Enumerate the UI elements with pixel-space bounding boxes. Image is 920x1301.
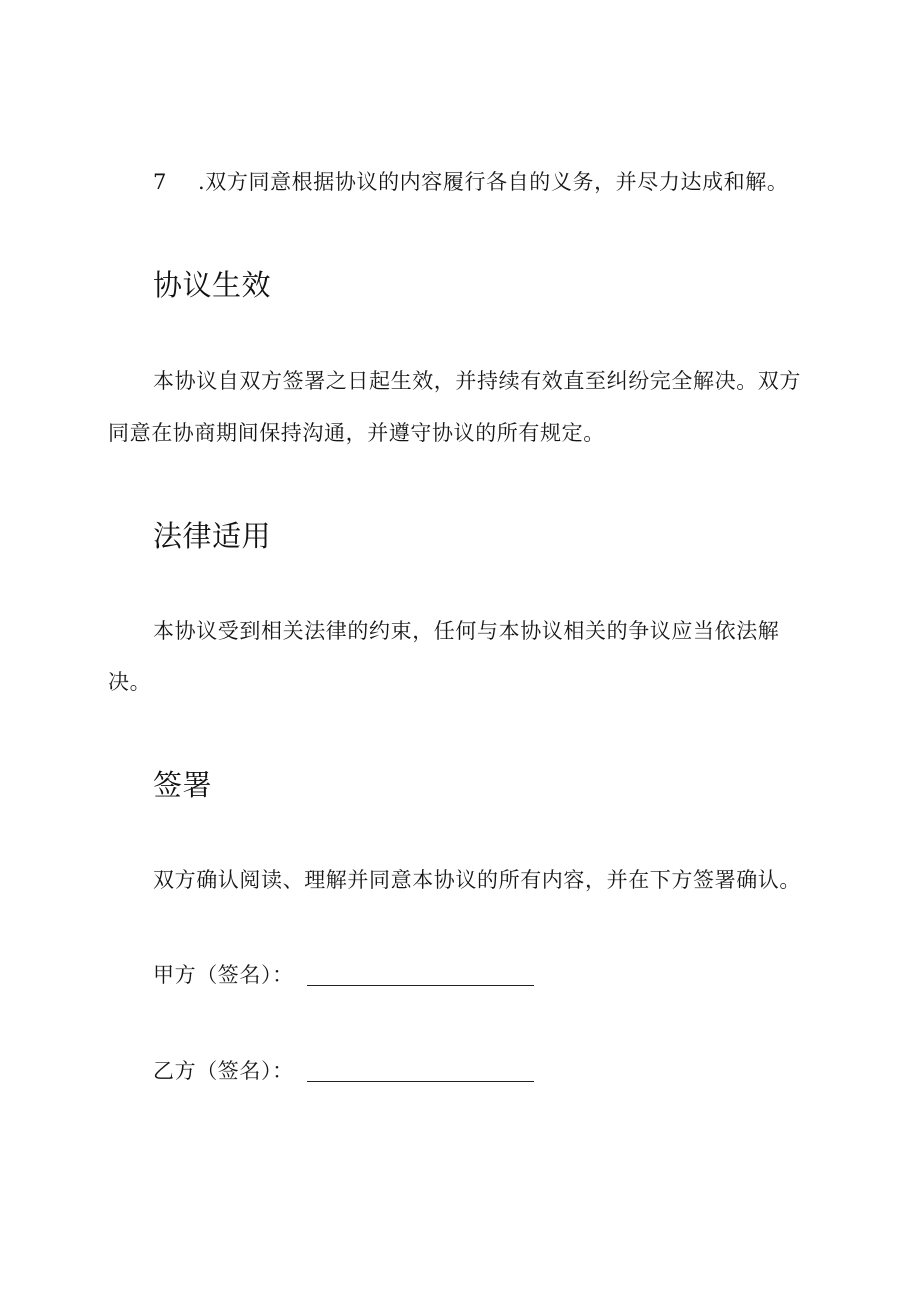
party-a-signature-line[interactable] — [307, 985, 534, 986]
party-a-signature-label: 甲方（签名）： — [153, 963, 294, 987]
effectiveness-paragraph-line-1: 本协议自双方签署之日起生效，并持续有效直至纠纷完全解决。双方 — [153, 369, 801, 393]
clause-7-number: 7 — [153, 170, 167, 194]
heading-effectiveness: 协议生效 — [153, 268, 272, 302]
heading-governing-law: 法律适用 — [153, 519, 272, 553]
governing-law-paragraph-line-1: 本协议受到相关法律的约束，任何与本协议相关的争议应当依法解 — [153, 619, 780, 643]
effectiveness-paragraph-line-2: 同意在协商期间保持沟通，并遵守协议的所有规定。 — [108, 421, 605, 445]
clause-7-text: .双方同意根据协议的内容履行各自的义务，并尽力达成和解。 — [198, 170, 789, 194]
governing-law-paragraph-line-2: 决。 — [108, 670, 152, 694]
party-b-signature-label: 乙方（签名）： — [153, 1059, 294, 1083]
signature-statement: 双方确认阅读、理解并同意本协议的所有内容，并在下方签署确认。 — [153, 868, 801, 892]
party-b-signature-line[interactable] — [307, 1081, 534, 1082]
heading-signature: 签署 — [153, 768, 213, 802]
